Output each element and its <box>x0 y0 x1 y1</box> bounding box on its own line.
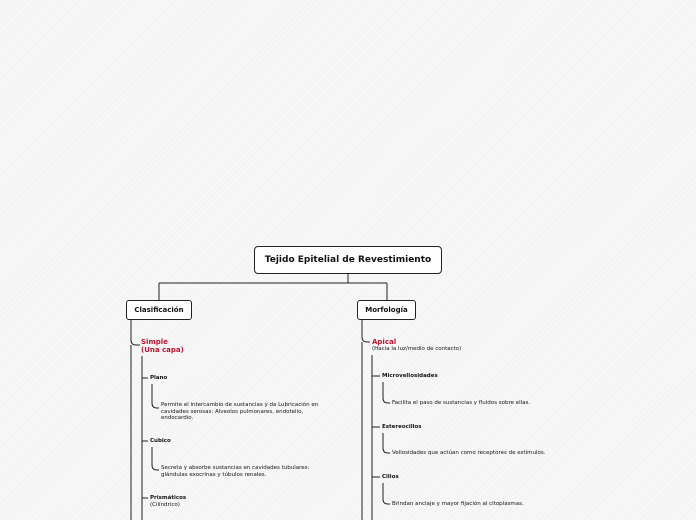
root-title: Tejido Epitelial de Revestimiento <box>264 255 432 265</box>
apical-subtitle: (Hacia la luz/medio de contacto) <box>372 346 462 352</box>
clasificacion-label: Clasificación <box>134 306 184 314</box>
topic-morfologia[interactable] <box>357 300 416 320</box>
cubico-description: Secreta y absorbe sustancias en cavidades tubulares: glándulas exocrinas y túbulos renales. <box>161 465 310 478</box>
plano-description: Permite el intercambio de sustancias y da Lubricación en cavidades serosas: Alveolos pulmonares, endotelio, endocardio. <box>161 402 319 421</box>
morfologia-label: Morfología <box>365 306 408 314</box>
item-plano[interactable]: Plano <box>150 375 168 381</box>
simple-group[interactable] <box>141 338 184 354</box>
cilios-description: Brindan anclaje y mayor fijación al citoplasmas. <box>392 501 524 507</box>
item-prismaticos[interactable] <box>150 495 186 509</box>
topic-clasificacion[interactable] <box>126 300 192 320</box>
apical-group[interactable] <box>372 338 461 353</box>
prismaticos-sublabel: (Cilíndrico) <box>150 502 180 508</box>
apical-title: Apical <box>372 338 397 346</box>
item-estereocilios[interactable]: Estereocilios <box>382 424 422 430</box>
microvellosidades-description: Facilita el paso de sustancias y fluidos sobre ellas. <box>392 400 531 406</box>
item-cilios[interactable]: Cilios <box>382 474 399 480</box>
simple-title: Simple <box>141 338 168 346</box>
prismaticos-label: Prismáticos <box>150 495 187 501</box>
simple-subtitle: (Una capa) <box>141 346 184 354</box>
estereocilios-description: Vellosidades que actúan como receptores de estímulos. <box>392 450 546 456</box>
root-topic[interactable] <box>254 246 442 274</box>
item-cubico[interactable]: Cubico <box>150 438 171 444</box>
item-microvellosidades[interactable]: Microvellosidades <box>382 373 438 379</box>
